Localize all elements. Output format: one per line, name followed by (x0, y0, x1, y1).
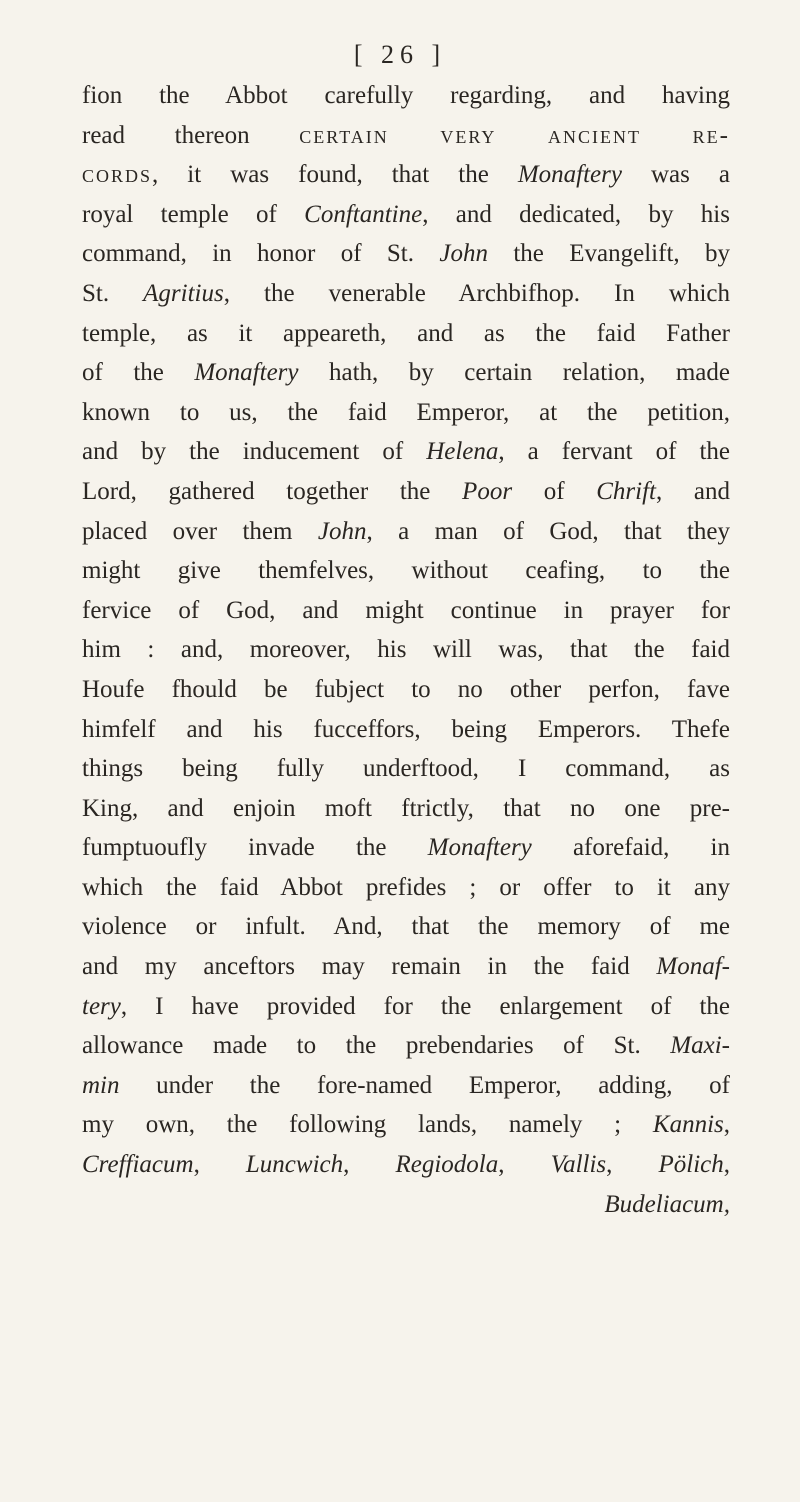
text-run: might give themfelves, without ceafing, to the (82, 557, 730, 585)
text-run: Poor (462, 477, 513, 505)
text-line (82, 828, 730, 868)
text-run: cords (82, 161, 153, 189)
text-run: tery (82, 992, 121, 1020)
text-run: fumptuoufly invade the (82, 834, 428, 862)
text-line (82, 749, 730, 789)
text-run: Budeliacum, (604, 1190, 730, 1218)
text-line (82, 432, 730, 472)
text-line (82, 789, 730, 829)
text-run: Monaf- (656, 953, 730, 981)
text-run: , the venerable Archbifhop. In which (223, 279, 730, 307)
text-line (82, 234, 730, 274)
text-line (82, 591, 730, 631)
text-line (82, 314, 730, 354)
text-run: certain very ancient re- (299, 121, 730, 149)
text-run: my own, the following lands, namely ; (82, 1111, 653, 1139)
text-run: , a fervant of the (498, 438, 730, 466)
text-run: Luncwich (245, 1151, 344, 1179)
text-run: , (343, 1151, 396, 1179)
text-line (82, 353, 730, 393)
text-run: St. (82, 279, 144, 307)
text-run: temple, as it appeareth, and as the faid Father (82, 319, 730, 347)
text-run: Chrift (596, 477, 656, 505)
text-run: Helena (426, 438, 499, 466)
text-run: royal temple of (82, 200, 305, 228)
text-run: Monaftery (427, 834, 532, 862)
text-run: of (512, 477, 597, 505)
text-line (82, 1185, 730, 1225)
text-run: John (439, 240, 488, 268)
text-run: the Evangelift, by (487, 240, 730, 268)
text-run: , a man of God, that they (366, 517, 730, 545)
text-line (82, 947, 730, 987)
text-run: Pölich (658, 1151, 724, 1179)
text-run: himfelf and his fucceffors, being Emperors. Thefe (82, 715, 730, 743)
text-line (82, 907, 730, 947)
text-run: read thereon (82, 121, 300, 149)
text-run: John (317, 517, 367, 545)
text-run: command, in honor of St. (82, 240, 440, 268)
page-number: [ 26 ] (353, 40, 447, 69)
text-line (82, 551, 730, 591)
text-run: under the fore-named Emperor, adding, of (119, 1071, 730, 1099)
text-line (82, 1105, 730, 1145)
text-run: things being fully underftood, I command, as (82, 755, 730, 783)
text-run: and my anceftors may remain in the faid (82, 953, 657, 981)
text-run: Maxi- (670, 1032, 730, 1060)
text-run: hath, by certain relation, made (298, 359, 730, 387)
text-run: King, and enjoin moft ftrictly, that no one pre- (82, 794, 730, 822)
text-run: placed over them (82, 517, 318, 545)
text-line (82, 274, 730, 314)
text-run: which the faid Abbot prefides ; or offer to it any (82, 873, 730, 901)
text-run: , it was found, that the (152, 161, 518, 189)
text-line (82, 670, 730, 710)
text-run: Creffiacum (82, 1151, 194, 1179)
text-run: , (193, 1151, 246, 1179)
text-line (82, 195, 730, 235)
text-run: Regiodola (395, 1151, 499, 1179)
text-line (82, 116, 730, 156)
text-run: , (606, 1151, 659, 1179)
text-run: Kannis (652, 1111, 724, 1139)
text-line (82, 1026, 730, 1066)
text-run: him : and, moreover, his will was, that the faid (82, 636, 730, 664)
text-line (82, 630, 730, 670)
text-run: fion the Abbot carefully regarding, and having (82, 82, 730, 109)
text-run: , (723, 1111, 730, 1139)
text-line (82, 1066, 730, 1106)
text-run: and by the inducement of (82, 438, 427, 466)
text-run: aforefaid, in (531, 834, 730, 862)
text-run: , (498, 1151, 551, 1179)
text-run: known to us, the faid Emperor, at the petition, (82, 398, 730, 426)
text-run: Agritius (143, 279, 224, 307)
text-line (82, 987, 730, 1027)
text-line (82, 76, 730, 116)
text-line (82, 1145, 730, 1185)
text-run: of the (82, 359, 195, 387)
text-line (82, 868, 730, 908)
text-line (82, 472, 730, 512)
text-run: fervice of God, and might continue in prayer for (82, 596, 730, 624)
text-run: Houfe fhould be fubject to no other perfon, fave (82, 675, 730, 703)
text-run: Monaftery (194, 359, 299, 387)
text-run: , and (655, 477, 730, 505)
text-line (82, 710, 730, 750)
text-line (82, 393, 730, 433)
body-text (82, 76, 730, 1224)
text-run: , (723, 1151, 730, 1179)
text-run: , I have provided for the enlargement of the (120, 992, 730, 1020)
text-run: Monaftery (517, 161, 622, 189)
text-run: Vallis (550, 1151, 607, 1179)
text-line (82, 155, 730, 195)
text-run: Conftantine (304, 200, 423, 228)
text-run: min (82, 1071, 120, 1099)
text-line (82, 512, 730, 552)
text-run: Lord, gathered together the (82, 477, 463, 505)
text-run: violence or infult. And, that the memory of me (82, 913, 730, 941)
text-run: , and dedicated, by his (422, 200, 730, 228)
text-run: was a (621, 161, 730, 189)
text-run: allowance made to the prebendaries of St. (82, 1032, 671, 1060)
